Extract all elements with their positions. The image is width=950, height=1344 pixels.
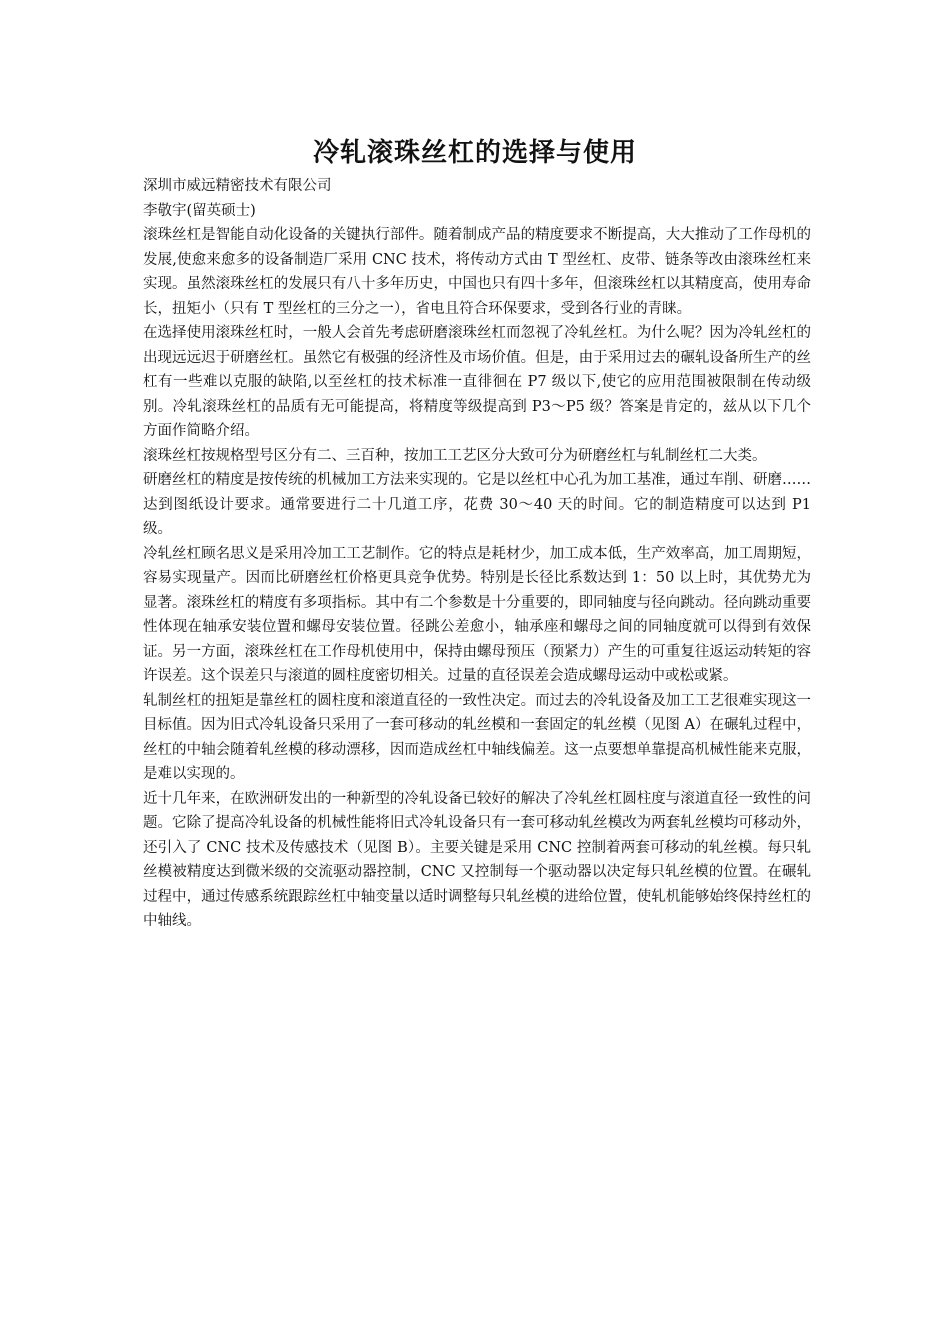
paragraph-1: 滚珠丝杠是智能自动化设备的关键执行部件。随着制成产品的精度要求不断提高，大大推动了工作母机的发展,使愈来愈多的设备制造厂采用 CNC 技术，将传动方式由 T 型丝杠、皮带、链条等改由滚珠丝杠来实现。虽然滚珠丝杠的发展只有八十多年历史，中国也只有四十多年，但滚珠丝杠以其精度高，使用寿命长，扭矩小（只有 T 型丝杠的三分之一），省电且符合环保要求，受到各行业的青睐。 (143, 227, 811, 317)
company-line: 深圳市威远精密技术有限公司 (143, 178, 332, 194)
document-body (143, 174, 811, 934)
author-line: 李敬宇(留英硕士) (143, 202, 256, 219)
paragraph-7: 近十几年来，在欧洲研发出的一种新型的冷轧设备已较好的解决了冷轧丝杠圆柱度与滚道直径一致性的问题。它除了提高冷轧设备的机械性能将旧式冷轧设备只有一套可移动轧丝模改为两套轧丝模均可移动外，还引入了 CNC 技术及传感技术（见图 B）。主要关键是采用 CNC 控制着两套可移动的轧丝模。每只轧丝模被精度达到微米级的交流驱动器控制，CNC 又控制每一个驱动器以决定每只轧丝模的位置。在碾轧过程中，通过传感系统跟踪丝杠中轴变量以适时调整每只轧丝模的进给位置，使轧机能够始终保持丝杠的中轴线。 (143, 790, 811, 929)
document-title: 冷轧滚珠丝杠的选择与使用 (312, 138, 637, 168)
paragraph-5: 冷轧丝杠顾名思义是采用冷加工工艺制作。它的特点是耗材少，加工成本低，生产效率高，加工周期短，容易实现量产。因而比研磨丝杠价格更具竞争优势。特别是长径比系数达到 1：50 以上时，其优势尤为显著。滚珠丝杠的精度有多项指标。其中有二个参数是十分重要的，即同轴度与径向跳动。径向跳动重要性体现在轴承安装位置和螺母安装位置。径跳公差愈小，轴承座和螺母之间的同轴度就可以得到有效保证。另一方面，滚珠丝杠在工作母机使用中，保持由螺母预压（预紧力）产生的可重复往返运动转矩的容许误差。这个误差只与滚道的圆柱度密切相关。过量的直径误差会造成螺母运动中或松或紧。 (143, 545, 811, 684)
paragraph-4: 研磨丝杠的精度是按传统的机械加工方法来实现的。它是以丝杠中心孔为加工基准，通过车削、研磨……达到图纸设计要求。通常要进行二十几道工序，花费 30～40 天的时间。它的制造精度可以达到 P1 级。 (143, 472, 811, 537)
paragraph-6: 轧制丝杠的扭矩是靠丝杠的圆柱度和滚道直径的一致性决定。而过去的冷轧设备及加工工艺很难实现这一目标值。因为旧式冷轧设备只采用了一套可移动的轧丝模和一套固定的轧丝模（见图 A）在碾轧过程中，丝杠的中轴会随着轧丝模的移动漂移，因而造成丝杠中轴线偏差。这一点要想单靠提高机械性能来克服，是难以实现的。 (143, 692, 811, 782)
paragraph-2: 在选择使用滚珠丝杠时，一般人会首先考虑研磨滚珠丝杠而忽视了冷轧丝杠。为什么呢？因为冷轧丝杠的出现远远迟于研磨丝杠。虽然它有极强的经济性及市场价值。但是，由于采用过去的碾轧设备所生产的丝杠有一些难以克服的缺陷,以至丝杠的技术标准一直徘徊在 P7 级以下,使它的应用范围被限制在传动级别。冷轧滚珠丝杠的品质有无可能提高，将精度等级提高到 P3～P5 级？答案是肯定的，兹从以下几个方面作简略介绍。 (143, 325, 811, 439)
paragraph-3: 滚珠丝杠按规格型号区分有二、三百种，按加工工艺区分大致可分为研磨丝杠与轧制丝杠二大类。 (143, 447, 767, 464)
